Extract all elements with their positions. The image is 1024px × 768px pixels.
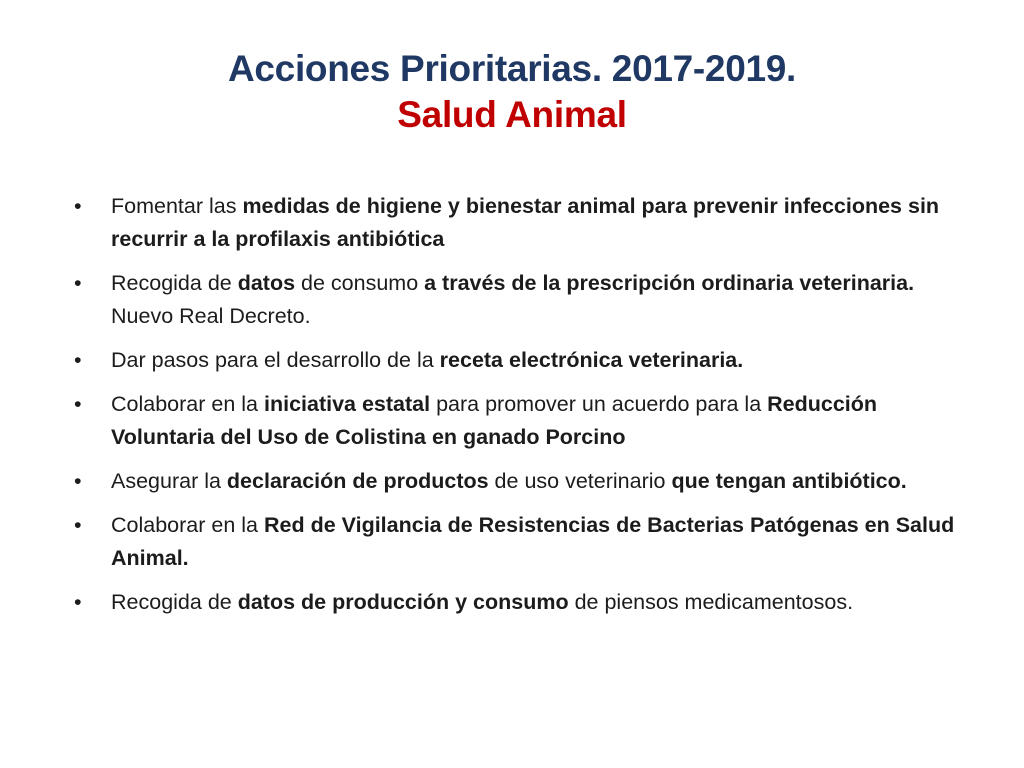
bullet-text-bold: iniciativa estatal (263, 392, 431, 416)
bullet-text-bold: datos de producción y consumo (237, 590, 569, 614)
bullet-text: Dar pasos para el desarrollo de la (111, 348, 440, 372)
bullet-point-icon: • (74, 590, 82, 614)
bullet-point-icon: • (74, 392, 82, 416)
bullet-item (74, 344, 974, 377)
bullet-item (74, 586, 974, 619)
bullet-text: Recogida de (111, 271, 238, 295)
bullet-point-icon: • (74, 513, 82, 537)
bullet-list (74, 190, 974, 630)
bullet-text: Nuevo Real Decreto. (111, 304, 311, 328)
title-subtitle: Salud Animal (397, 94, 627, 135)
bullet-text: Fomentar las (111, 194, 243, 218)
bullet-text-bold: Red de Vigilancia de Resistencias de Bacterias Patógenas en Salud Animal. (111, 513, 955, 570)
bullet-item (74, 267, 974, 333)
bullet-text: Colaborar en la (111, 513, 264, 537)
bullet-text: Colaborar en la (111, 392, 264, 416)
bullet-text: de uso veterinario (488, 469, 672, 493)
bullet-text-bold: datos (237, 271, 296, 295)
bullet-text-bold: Reducción Voluntaria del Uso de Colistina en ganado Porcino (111, 392, 878, 449)
bullet-item (74, 509, 974, 575)
bullet-text: de consumo (295, 271, 425, 295)
bullet-text: para promover un acuerdo para la (430, 392, 768, 416)
bullet-item (74, 190, 974, 256)
bullet-text-bold: que tengan antibiótico. (671, 469, 907, 493)
bullet-text: Recogida de (111, 590, 238, 614)
bullet-text: de piensos medicamentosos. (568, 590, 854, 614)
bullet-point-icon: • (74, 271, 82, 295)
title-main: Acciones Prioritarias. 2017-2019. (227, 48, 797, 89)
bullet-point-icon: • (74, 194, 82, 218)
bullet-text-bold: receta electrónica veterinaria. (439, 348, 744, 372)
bullet-text-bold: a través de la prescripción ordinaria veterinaria. (424, 271, 915, 295)
bullet-text-bold: declaración de productos (226, 469, 489, 493)
bullet-point-icon: • (74, 469, 82, 493)
bullet-text: Asegurar la (111, 469, 227, 493)
bullet-text-bold: medidas de higiene y bienestar animal para prevenir infecciones sin recurrir a la profilaxis antibiótica (111, 194, 940, 251)
bullet-item (74, 465, 974, 498)
bullet-point-icon: • (74, 348, 82, 372)
slide-title (0, 46, 1024, 138)
bullet-item (74, 388, 974, 454)
